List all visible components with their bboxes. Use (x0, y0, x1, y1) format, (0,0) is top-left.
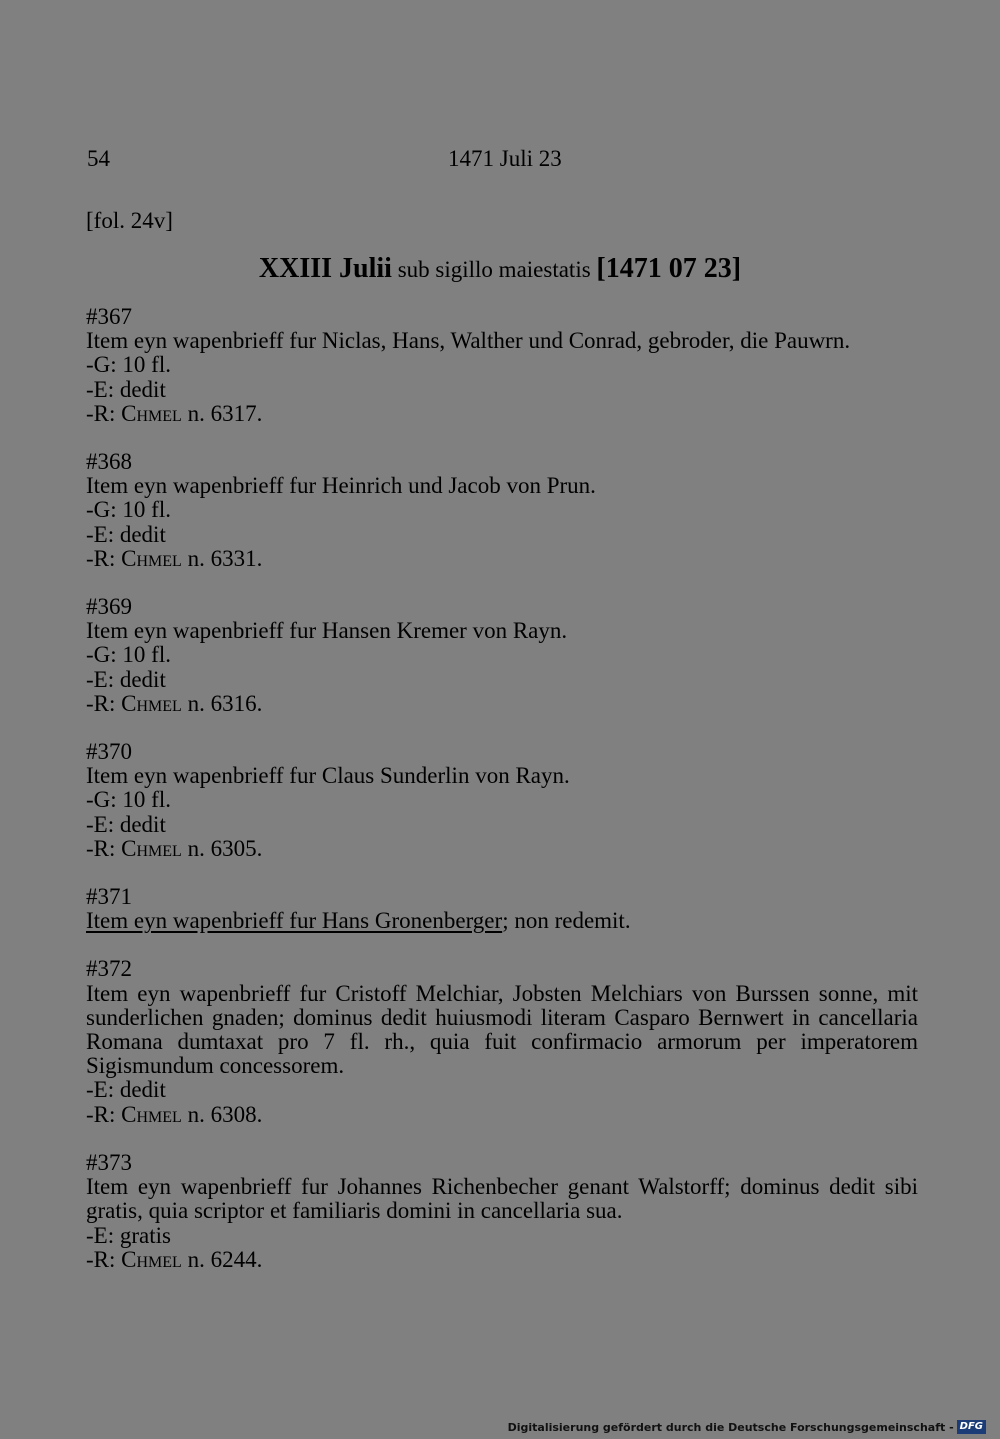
entry-e: -E: dedit (86, 521, 166, 547)
entry-id: #369 (86, 594, 132, 620)
entry-id: #373 (86, 1149, 132, 1175)
reference-author: Chmel (121, 690, 182, 716)
reference-author: Chmel (121, 835, 182, 861)
entry-e: -E: gratis (86, 1222, 171, 1248)
entry-text: Item eyn wapenbrieff fur Heinrich und Jacob von Prun. (86, 473, 596, 499)
date-heading-day: XXIII Julii (258, 253, 392, 284)
entry-372 (86, 957, 918, 1126)
running-head: 1471 Juli 23 (448, 146, 562, 171)
entries-list (86, 305, 918, 1296)
entry-369 (86, 595, 918, 716)
entry-367 (86, 305, 918, 426)
entry-text: Item eyn wapenbrieff fur Hansen Kremer von Rayn. (86, 618, 568, 644)
entry-text: Item eyn wapenbrieff fur Claus Sunderlin von Rayn. (86, 763, 570, 789)
entry-text: Item eyn wapenbrieff fur Cristoff Melchiar, Jobsten Melchiars von Burssen sonne, mit sunderlichen gnaden; dominus dedit huiusmodi literam Casparo Bernwert in cancellaria Romana dumtaxat pro 7 fl. rh., quia fuit confirmacio armorum per imperatorem Sigismundum concessorem. (86, 980, 918, 1079)
entry-r: -R: Chmel n. 6244. (86, 1246, 263, 1272)
date-heading-date: [1471 07 23] (596, 253, 742, 284)
entry-id: #372 (86, 956, 132, 982)
entry-g: -G: 10 fl. (86, 642, 171, 668)
entry-id: #368 (86, 449, 132, 475)
entry-text: Item eyn wapenbrieff fur Niclas, Hans, Walther und Conrad, gebroder, die Pauwrn. (86, 328, 851, 354)
entry-r: -R: Chmel n. 6305. (86, 835, 263, 861)
page-number: 54 (87, 146, 110, 171)
entry-e: -E: dedit (86, 376, 166, 402)
entry-text: Item eyn wapenbrieff fur Hans Gronenberger; non redemit. (86, 908, 631, 934)
entry-368 (86, 450, 918, 571)
entry-e: -E: dedit (86, 666, 166, 692)
reference-author: Chmel (121, 1246, 182, 1272)
entry-r: -R: Chmel n. 6308. (86, 1101, 263, 1127)
entry-g: -G: 10 fl. (86, 352, 171, 378)
entry-r: -R: Chmel n. 6331. (86, 545, 263, 571)
funding-text: Digitalisierung gefördert durch die Deutsche Forschungsgemeinschaft - (507, 1420, 954, 1434)
reference-author: Chmel (121, 545, 182, 571)
entry-text: Item eyn wapenbrieff fur Johannes Richenbecher genant Walstorff; dominus dedit sibi gratis, quia scriptor et familiaris domini in cancellaria sua. (86, 1174, 918, 1224)
entry-370 (86, 740, 918, 861)
reference-author: Chmel (121, 400, 182, 426)
funding-footer (508, 1420, 986, 1434)
entry-id: #370 (86, 739, 132, 765)
date-heading (0, 253, 1000, 285)
entry-373 (86, 1151, 918, 1272)
entry-e: -E: dedit (86, 1077, 166, 1103)
entry-g: -G: 10 fl. (86, 497, 171, 523)
reference-author: Chmel (121, 1101, 182, 1127)
date-heading-seal: sub sigillo maiestatis (397, 257, 591, 282)
underlined-text: Item eyn wapenbrieff fur Hans Gronenberger (86, 908, 503, 934)
dfg-logo: DFG (957, 1420, 986, 1434)
entry-id: #371 (86, 884, 132, 910)
entry-r: -R: Chmel n. 6317. (86, 400, 263, 426)
folio-reference: [fol. 24v] (86, 208, 173, 233)
entry-371 (86, 885, 918, 933)
entry-e: -E: dedit (86, 811, 166, 837)
entry-id: #367 (86, 304, 132, 329)
entry-g: -G: 10 fl. (86, 787, 171, 813)
entry-r: -R: Chmel n. 6316. (86, 690, 263, 716)
